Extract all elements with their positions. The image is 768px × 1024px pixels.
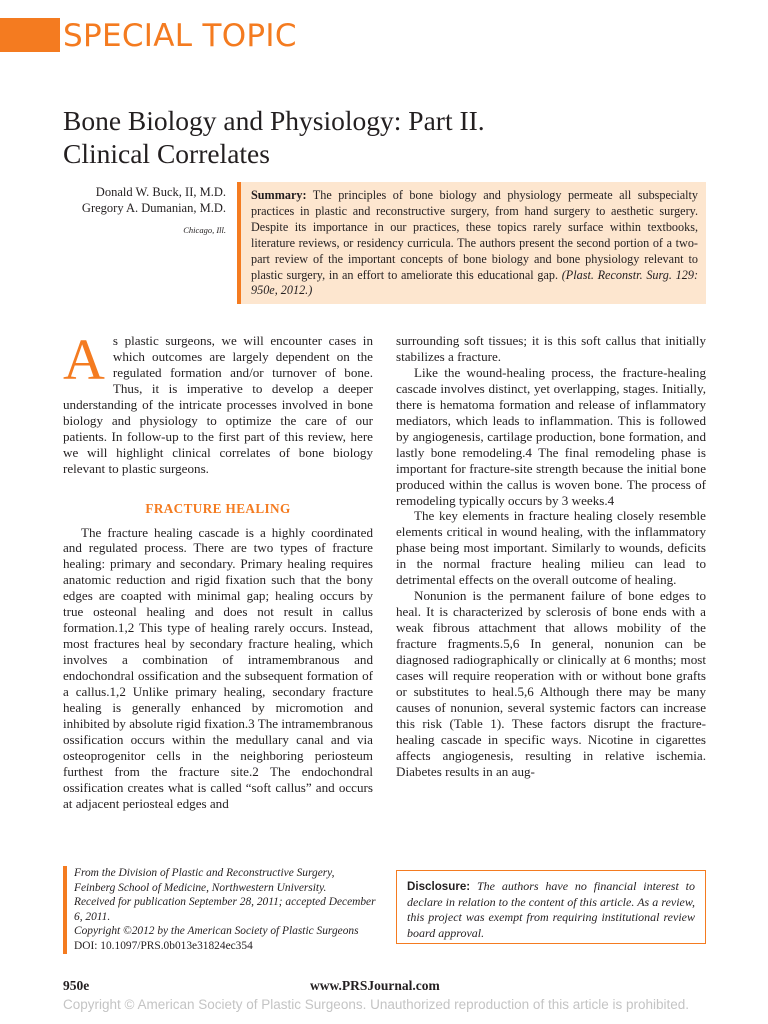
topic-accent-bar bbox=[0, 18, 60, 52]
summary-citation: (Plast. Reconstr. Surg. 129: 950e, 2012.) bbox=[251, 267, 698, 298]
author-location: Chicago, Ill. bbox=[183, 225, 226, 235]
intro-text: s plastic surgeons, we will encounter cases in which outcomes are largely dependent on the regulated formation and/or turnover of bone. Thus, it is imperative to develop a deeper understanding of the intricate processes involved in bone biology and physiology to optimize the care of our patients. In follow-up to the first part of this review, here we will highlight clinical correlates of bone biology relevant to plastic surgeons. bbox=[63, 333, 373, 476]
disclosure-text: The authors have no financial interest to declare in relation to the content of this article. As a review, this project was exempt from requiring institutional review board approval. bbox=[407, 879, 695, 941]
doi: DOI: 10.1097/PRS.0b013e31824ec354 bbox=[74, 939, 253, 952]
journal-url: www.PRSJournal.com bbox=[310, 978, 440, 993]
received-dates: Received for publication September 28, 2011; accepted December 6, 2011. bbox=[74, 896, 376, 923]
summary-label: Summary: bbox=[251, 188, 307, 202]
body-paragraph: The key elements in fracture healing closely resemble elements critical in wound healing, with the inflammatory phase being most important. Similarly to wounds, deficits in the normal fracture healing milieu can lead to detrimental effects on the overall outcome of healing. bbox=[396, 508, 706, 588]
affiliation-text: From the Division of Plastic and Reconstructive Surgery, Feinberg School of Medicine, Northwestern University. bbox=[74, 867, 335, 894]
disclosure-box bbox=[396, 870, 706, 944]
body-paragraph: surrounding soft tissues; it is this soft callus that initially stabilizes a fracture. bbox=[396, 333, 706, 364]
author-block bbox=[20, 184, 226, 238]
body-column-right bbox=[396, 333, 706, 780]
body-paragraph: The fracture healing cascade is a highly coordinated and regulated process. There are two types of fracture healing: primary and secondary. Primary healing requires anatomic reduction and rigid fixation such that the bony edges are coapted with minimal gap; healing occurs by true osteonal healing and does not result in callus formation.1,2 This type of healing rarely occurs. Instead, most fractures heal by secondary fracture healing, which involves a combination of intramembranous and endochondral ossification and the subsequent formation of a callus.1,2 Unlike primary healing, secondary fracture healing is generally enhanced by micromotion and inhibited by absolute rigid fixation.3 The intramembranous ossification occurs within the medullary canal and via osteoprogenitor cells in the neighboring periosteum furthest from the fracture site.2 The endochondral ossification creates what is called “soft callus” and occurs at adjacent periosteal edges and bbox=[63, 524, 373, 811]
copyright-note: Copyright ©2012 by the American Society of Plastic Surgeons bbox=[74, 925, 359, 938]
title-line-2: Clinical Correlates bbox=[63, 138, 270, 169]
intro-paragraph bbox=[63, 327, 373, 477]
body-paragraph: Nonunion is the permanent failure of bone edges to heal. It is characterized by sclerosis of bone ends with a weak fibrous attachment that allows mobility of the fracture fragments.5,6 In general, nonunion can be diagnosed radiographically or clinically at 6 months; most cases will require reoperation with or without bone grafts or substitutes to heal.5,6 Although there may be many causes of nonunion, several systemic factors can increase this risk (Table 1). These factors disrupt the fracture-healing cascade in specific ways. Nicotine in cigarettes affects angiogenesis, resulting in relative ischemia. Diabetes results in an aug- bbox=[396, 588, 706, 779]
author-name: Gregory A. Dumanian, M.D. bbox=[81, 201, 226, 215]
disclosure-label: Disclosure: bbox=[407, 880, 471, 893]
body-paragraph: Like the wound-healing process, the fracture-healing cascade involves distinct, yet overlapping, stages. Initially, there is hematoma formation and release of inflammatory mediators, which leads to inflammation. This is followed by angiogenesis, cartilage production, bone formation, and lastly bone remodeling.4 The final remodeling phase is important for fracture-site strength because the initial bone produced within the callus is woven bone. The process of remodeling typically occurs by 3 weeks.4 bbox=[396, 364, 706, 508]
title-line-1: Bone Biology and Physiology: Part II. bbox=[63, 105, 485, 136]
body-column-left bbox=[63, 327, 373, 812]
section-label: SPECIAL TOPIC bbox=[63, 18, 297, 54]
drop-cap: A bbox=[63, 327, 105, 392]
summary-box bbox=[237, 182, 706, 304]
article-title bbox=[63, 104, 703, 170]
section-heading: FRACTURE HEALING bbox=[145, 500, 291, 516]
summary-text: The principles of bone biology and physiology permeate all subspecialty practices in plastic and reconstructive surgery, from hand surgery to aesthetic surgery. Despite its importance in our practices, these topics rarely surface within textbooks, literature reviews, or residency curricula. The authors present the second portion of a two-part review of the important concepts of bone biology and bone physiology relevant to plastic surgery, in an effort to ameliorate this educational gap. bbox=[251, 188, 698, 282]
author-name: Donald W. Buck, II, M.D. bbox=[95, 185, 226, 199]
page-number: 950e bbox=[63, 978, 90, 993]
copyright-watermark: Copyright © American Society of Plastic Surgeons. Unauthorized reproduction of this article is prohibited. bbox=[63, 997, 690, 1012]
affiliation-footnote bbox=[63, 866, 376, 954]
